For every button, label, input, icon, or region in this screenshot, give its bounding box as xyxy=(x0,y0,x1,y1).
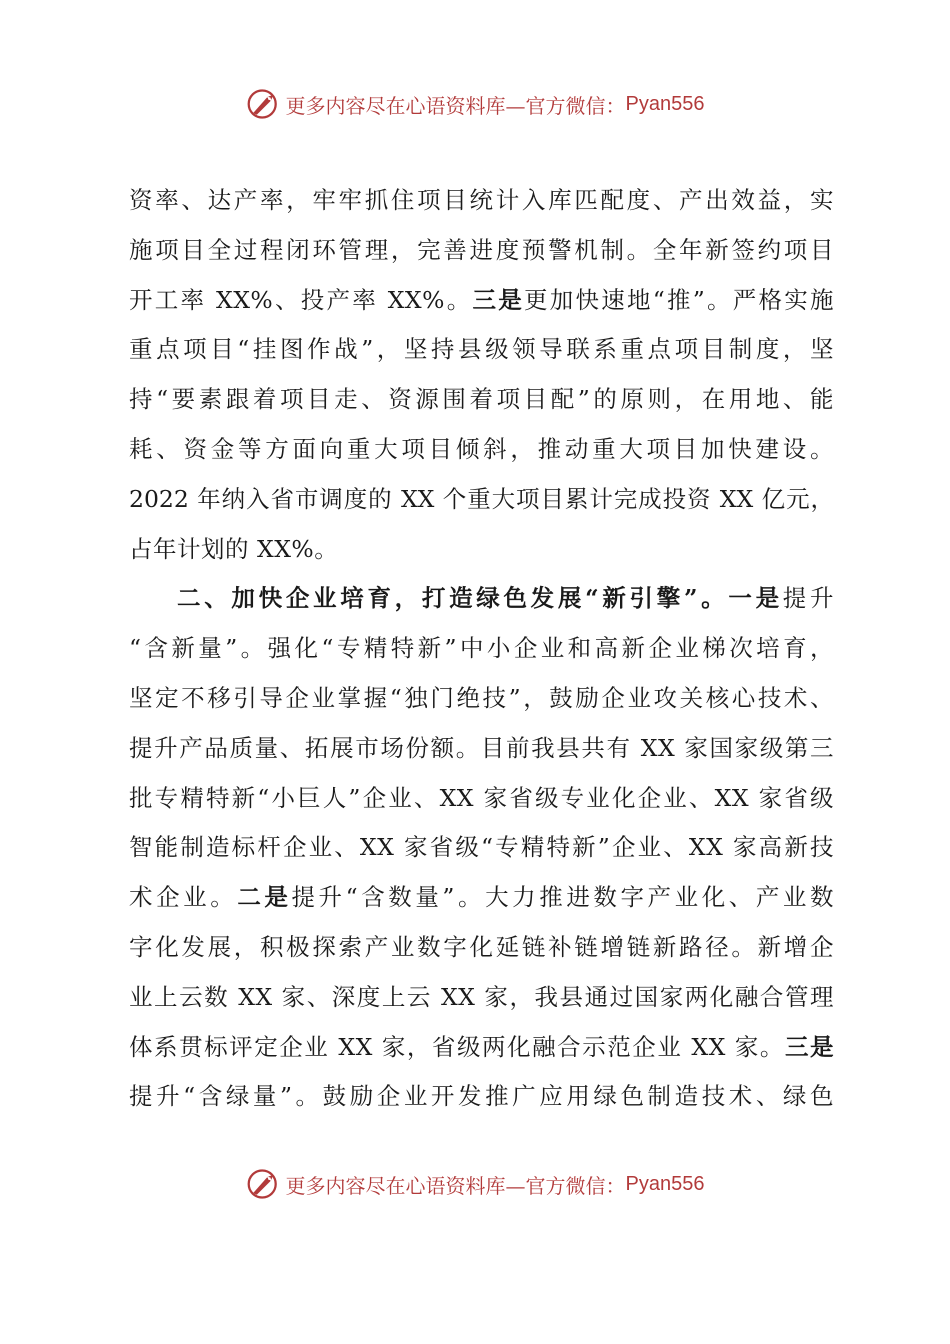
text-line: 2022 年纳入省市调度的 XX 个重大项目累计完成投资 XX 亿元， xyxy=(129,484,834,513)
section-heading: 二、加快企业培育，打造绿色发展“新引擎”。一是 xyxy=(177,584,783,613)
text-line: 业上云数 XX 家、深度上云 XX 家，我县通过国家两化融合管理 xyxy=(129,982,834,1011)
text-line: 施项目全过程闭环管理，完善进度预警机制。全年新签约项目 xyxy=(129,235,834,264)
watermark-handle: Pyan556 xyxy=(625,92,705,115)
pen-nib-logo-icon xyxy=(246,1166,282,1202)
emphasis-text: 三是 xyxy=(784,1032,834,1061)
watermark-text: 更多内容尽在心语资料库—官方微信： xyxy=(285,1173,626,1198)
document-body xyxy=(129,176,834,1122)
watermark-text: 更多内容尽在心语资料库—官方微信： xyxy=(285,93,626,118)
text-line: 智能制造标杆企业、XX 家省级“专精特新”企业、XX 家高新技 xyxy=(129,833,834,862)
text-line: “含新量”。强化“专精特新”中小企业和高新企业梯次培育， xyxy=(129,634,834,663)
text-line: 体系贯标评定企业 XX 家，省级两化融合示范企业 XX 家。三是 xyxy=(129,1032,834,1061)
text-line: 提升“含绿量”。鼓励企业开发推广应用绿色制造技术、绿色 xyxy=(129,1082,834,1111)
text-line: 开工率 XX%、投产率 XX%。三是更加快速地“推”。严格实施 xyxy=(129,285,834,314)
text-line: 批专精特新“小巨人”企业、XX 家省级专业化企业、XX 家省级 xyxy=(129,783,834,812)
text-line: 字化发展，积极探索产业数字化延链补链增链新路径。新增企 xyxy=(129,932,834,961)
text-line: 耗、资金等方面向重大项目倾斜，推动重大项目加快建设。 xyxy=(129,434,834,463)
pen-nib-logo-icon xyxy=(246,86,282,122)
text-line: 重点项目“挂图作战”，坚持县级领导联系重点项目制度，坚 xyxy=(129,335,834,364)
text-line: 持“要素跟着项目走、资源围着项目配”的原则，在用地、能 xyxy=(129,385,834,414)
text-line: 资率、达产率，牢牢抓住项目统计入库匹配度、产出效益，实 xyxy=(129,186,834,214)
footer-watermark xyxy=(0,1164,950,1204)
emphasis-text: 二是 xyxy=(237,883,292,912)
emphasis-text: 三是 xyxy=(472,285,524,314)
header-watermark xyxy=(0,84,950,124)
section-heading-line: 二、加快企业培育，打造绿色发展“新引擎”。一是提升 xyxy=(177,584,834,613)
watermark-handle: Pyan556 xyxy=(625,1172,705,1195)
text-line: 提升产品质量、拓展市场份额。目前我县共有 XX 家国家级第三 xyxy=(129,733,834,762)
text-line: 坚定不移引导企业掌握“独门绝技”，鼓励企业攻关核心技术、 xyxy=(129,683,834,712)
text-line: 占年计划的 XX%。 xyxy=(129,534,339,563)
text-line: 术企业。二是提升“含数量”。大力推进数字产业化、产业数 xyxy=(129,883,835,912)
